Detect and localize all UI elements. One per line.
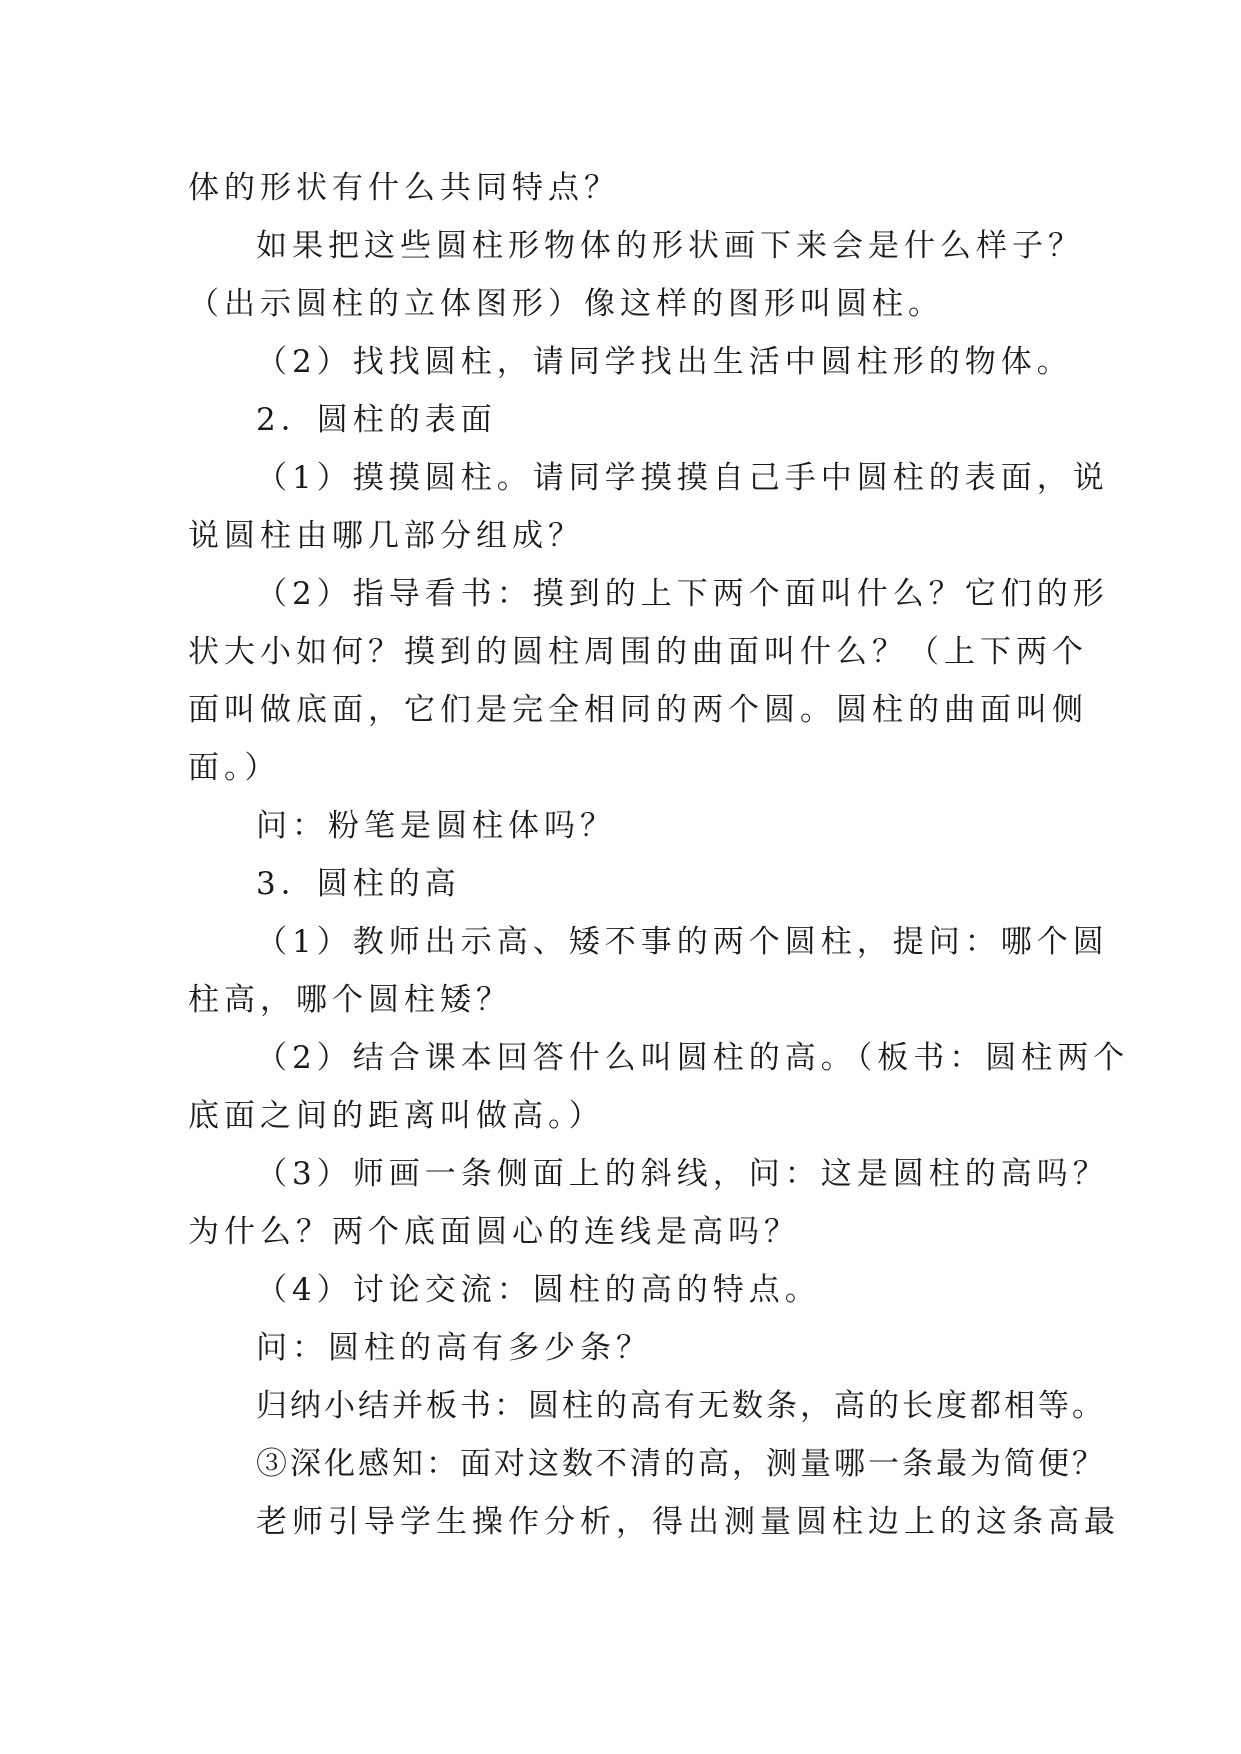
text-line: 归纳小结并板书：圆柱的高有无数条，高的长度都相等。 (256, 1388, 1106, 1424)
text-line: 底面之间的距离叫做高。） (188, 1098, 605, 1134)
text-line: 状大小如何？摸到的圆柱周围的曲面叫什么？（上下两个 (188, 634, 1088, 670)
text-line: 如果把这些圆柱形物体的形状画下来会是什么样子？ (256, 228, 1084, 264)
text-line: 为什么？两个底面圆心的连线是高吗？ (188, 1214, 800, 1250)
text-line: （2）指导看书：摸到的上下两个面叫什么？它们的形 (256, 576, 1109, 612)
section-heading: 3．圆柱的高 (256, 866, 461, 902)
text-line: 面。） (188, 750, 281, 786)
text-line: （2）结合课本回答什么叫圆柱的高。（板书：圆柱两个 (256, 1040, 1130, 1076)
text-line: （4）讨论交流：圆柱的高的特点。 (256, 1272, 821, 1308)
text-line: 问：粉笔是圆柱体吗？ (256, 808, 616, 844)
text-line: 老师引导学生操作分析，得出测量圆柱边上的这条高最 (256, 1504, 1120, 1540)
section-heading: 2．圆柱的表面 (256, 402, 497, 438)
text-line: （1）摸摸圆柱。请同学摸摸自己手中圆柱的表面，说 (256, 460, 1109, 496)
text-line: 柱高，哪个圆柱矮？ (188, 982, 512, 1018)
text-line: 问：圆柱的高有多少条？ (256, 1330, 652, 1366)
text-line: ③深化感知：面对这数不清的高，测量哪一条最为简便？ (256, 1446, 1106, 1482)
text-line: （2）找找圆柱，请同学找出生活中圆柱形的物体。 (256, 344, 1073, 380)
text-line: （3）师画一条侧面上的斜线，问：这是圆柱的高吗？ (256, 1156, 1109, 1192)
text-line: 体的形状有什么共同特点？ (188, 170, 620, 206)
text-line: （1）教师出示高、矮不事的两个圆柱，提问：哪个圆 (256, 924, 1109, 960)
text-line: 说圆柱由哪几部分组成？ (188, 518, 584, 554)
text-line: （出示圆柱的立体图形）像这样的图形叫圆柱。 (188, 286, 944, 322)
text-line: 面叫做底面，它们是完全相同的两个圆。圆柱的曲面叫侧 (188, 692, 1088, 728)
